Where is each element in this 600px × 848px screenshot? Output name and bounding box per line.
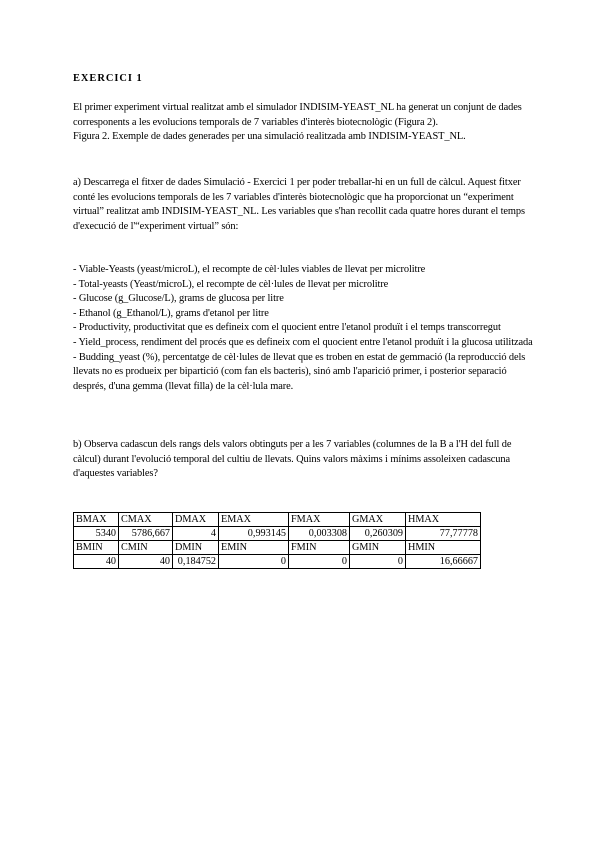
list-item: - Productivity, productivitat que es defineix com el quocient entre l'etanol produït i el temps transcorregut [73, 322, 501, 334]
exercise-heading: EXERCICI 1 [73, 73, 143, 84]
table-cell: FMAX [289, 513, 350, 527]
table-cell: 77,77778 [406, 527, 481, 541]
table-cell: BMIN [74, 541, 119, 555]
table-cell: CMAX [119, 513, 173, 527]
table-cell: 0,003308 [289, 527, 350, 541]
table-cell: HMAX [406, 513, 481, 527]
part-b-paragraph: b) Observa cadascun dels rangs dels valors obtinguts per a les 7 variables (columnes de la B a l'H del full de càlcul) durant l'evolució temporal del cultiu de llevats. Quins valors màxims i mínims assoleixen cadascuna d'aquestes variables? [73, 439, 512, 480]
table-cell: BMAX [74, 513, 119, 527]
table-cell: 5786,667 [119, 527, 173, 541]
list-item: - Total-yeasts (Yeast/microL), el recompte de cèl·lules de llevat per microlitre [73, 278, 389, 290]
table-row [74, 541, 481, 555]
table-cell: 16,66667 [406, 555, 481, 569]
table-cell: EMAX [219, 513, 289, 527]
table-cell: 0,260309 [350, 527, 406, 541]
variables-list [73, 263, 535, 394]
table-cell: 0,184752 [173, 555, 219, 569]
list-item: - Viable-Yeasts (yeast/microL), el recompte de cèl·lules viables de llevat per microlitre [73, 264, 426, 275]
part-a-paragraph: a) Descarrega el fitxer de dades Simulació - Exercici 1 per poder treballar-hi en un full de càlcul. Aquest fitxer conté les evolucions temporals de les 7 variables d'interès biotecnològic que ha proporcionat un “experiment virtual” realitzat amb INDISIM-YEAST_NL. Les variables que s'han recollit cada quatre hores durant el temps d'execució de l'“experiment virtual” són: [73, 177, 525, 232]
intro-paragraph: El primer experiment virtual realitzat amb el simulador INDISIM-YEAST_NL ha generat un conjunt de dades corresponents a les evolucions temporals de 7 variables d'interès biotecnològic (Figura 2). [73, 102, 522, 128]
table-cell: GMIN [350, 541, 406, 555]
table-cell: EMIN [219, 541, 289, 555]
list-item: - Budding_yeast (%), percentatge de cèl·lules de llevat que es troben en estat de gemmació (la reproducció dels llevats no es produeix per bipartició (com fan els bacteris), sinó amb l'aparició primer, i posterior separació després, d'una gemma (llevat filla) de la cèl·lula mare. [73, 351, 526, 392]
table-cell: DMAX [173, 513, 219, 527]
figure-caption: Figura 2. Exemple de dades generades per una simulació realitzada amb INDISIM-YEAST_NL. [73, 131, 466, 143]
table-cell: FMIN [289, 541, 350, 555]
table-row [74, 513, 481, 527]
list-item: - Yield_process, rendiment del procés que es defineix com el quocient entre l'etanol produït i la glucosa utilitzada [73, 336, 533, 348]
intro-section [73, 101, 535, 145]
table-cell: 0,993145 [219, 527, 289, 541]
table-cell: 4 [173, 527, 219, 541]
table-row [74, 555, 481, 569]
table-cell: 0 [289, 555, 350, 569]
table-cell: DMIN [173, 541, 219, 555]
table-cell: 40 [119, 555, 173, 569]
results-table [73, 512, 481, 569]
table-cell: CMIN [119, 541, 173, 555]
table-cell: 40 [74, 555, 119, 569]
list-item: - Ethanol (g_Ethanol/L), grams d'etanol per litre [73, 307, 269, 319]
table-row [74, 527, 481, 541]
table-cell: 5340 [74, 527, 119, 541]
list-item: - Glucose (g_Glucose/L), grams de glucosa per litre [73, 293, 284, 305]
table-cell: HMIN [406, 541, 481, 555]
table-cell: 0 [219, 555, 289, 569]
table-cell: GMAX [350, 513, 406, 527]
table-cell: 0 [350, 555, 406, 569]
